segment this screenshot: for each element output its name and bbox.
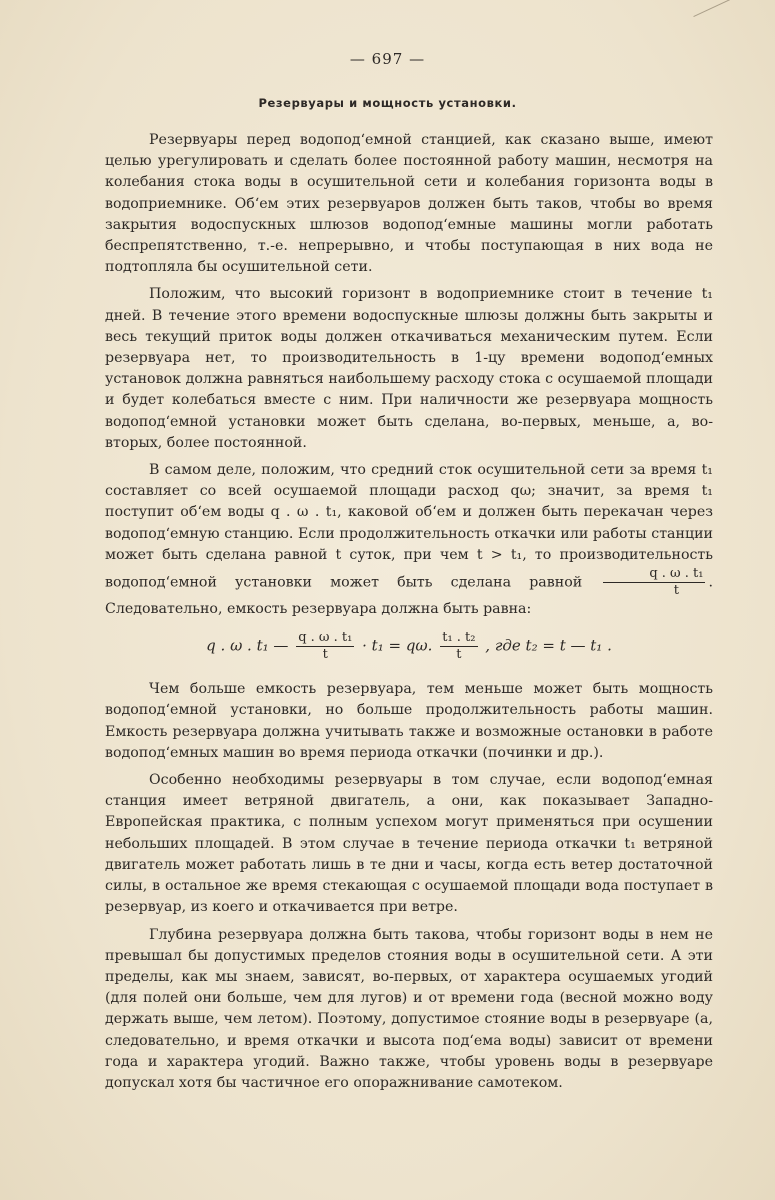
page-number: — 697 —: [349, 50, 426, 68]
paragraph-2: Положим, что высокий горизонт в водоприемнике стоит в течение t₁ дней. В течение этого времени водоспускные шлюзы должны быть закрыты и весь текущий приток воды должен откачиваться механическим путем. Если резервуара нет, то производительность в 1-цу времени водопод‘емных установок должна равняться наибольшему расходу стока с осушаемой площади и будет колебаться вместе с ним. При наличности же резервуара мощность водопод‘емной установки может быть сделана, во-первых, меньше, а, во-вторых, более постоянной.: [105, 286, 713, 451]
equation-mid: · t₁ = qω.: [362, 636, 433, 655]
capacity-equation: [105, 630, 713, 663]
inline-fraction-numerator: q . ω . t₁: [603, 566, 705, 583]
equation-fraction-1-denominator: t: [322, 647, 328, 663]
equation-tail: , где t₂ = t — t₁ .: [485, 636, 612, 655]
equation-fraction-1: [296, 630, 354, 663]
equation-fraction-2: [440, 630, 477, 663]
body-text: [105, 130, 713, 1100]
equation-fraction-2-numerator: t₁ . t₂: [442, 630, 476, 646]
equation-fraction-1-numerator: q . ω . t₁: [298, 630, 353, 646]
paragraph-3-text: В самом деле, положим, что средний сток осушительной сети за время t₁ составляет со всей осушаемой площади расход qω; значит, за время t₁ поступит об‘ем воды q . ω . t₁, каковой об‘ем и должен быть перекачан через водопод‘емную станцию. Если продолжительность откачки или работы станции может быть сделана равной t суток, при чем t > t₁, то производительность водопод‘емной установки может быть сделана равной: [105, 462, 713, 591]
pencil-mark: [690, 0, 730, 17]
inline-fraction: [603, 566, 705, 599]
equation-lhs: q . ω . t₁ —: [206, 636, 289, 655]
paragraph-6: Глубина резервуара должна быть такова, чтобы горизонт воды в нем не превышал бы допустимых пределов стояния воды в осушительной сети. А эти пределы, как мы знаем, зависят, во-первых, от характера осушаемых угодий (для полей они больше, чем для лугов) и от времени года (весной можно воду держать выше, чем летом). Поэтому, допустимое стояние воды в резервуаре (а, следовательно, и время откачки и высота под‘ема воды) зависит от времени года и характера угодий. Важно также, чтобы уровень воды в резервуаре допускал хотя бы частичное его опоражнивание самотеком.: [105, 926, 713, 1091]
paragraph-5: Особенно необходимы резервуары в том случае, если водопод‘емная станция имеет ветряной двигатель, а они, как показывает Западно-Европейская практика, с полным успехом могут применяться при осушении небольших площадей. В этом случае в течение периода откачки t₁ ветряной двигатель может работать лишь в те дни и часы, когда есть ветер достаточной силы, в остальное же время стекающая с осушаемой площади вода поступает в резервуар, из коего и откачивается при ветре.: [105, 772, 713, 916]
paragraph-3: [105, 460, 713, 620]
paragraph-3-continuation: . Следовательно, емкость резервуара должна быть равна:: [105, 574, 713, 618]
section-heading: Резервуары и мощность установки.: [258, 96, 517, 110]
paragraph-4: Чем больше емкость резервуара, тем меньше может быть мощность водопод‘емной установки, но больше продолжительность работы машин. Емкость резервуара должна учитывать также и возможные остановки в работе водопод‘емных машин во время периода откачки (починки и др.).: [105, 681, 713, 761]
paragraph-1: Резервуары перед водопод‘емной станцией, как сказано выше, имеют целью урегулировать и сделать более постоянной работу машин, несмотря на колебания стока воды в осушительной сети и колебания горизонта воды в водоприемнике. Об‘ем этих резервуаров должен быть таков, чтобы во время закрытия водоспускных шлюзов водопод‘емные машины могли работать беспрепятственно, т.-е. непрерывно, и чтобы поступающая в них вода не подтопляла бы осушительной сети.: [105, 132, 713, 276]
equation-fraction-2-denominator: t: [456, 647, 462, 663]
inline-fraction-denominator: t: [673, 583, 680, 599]
